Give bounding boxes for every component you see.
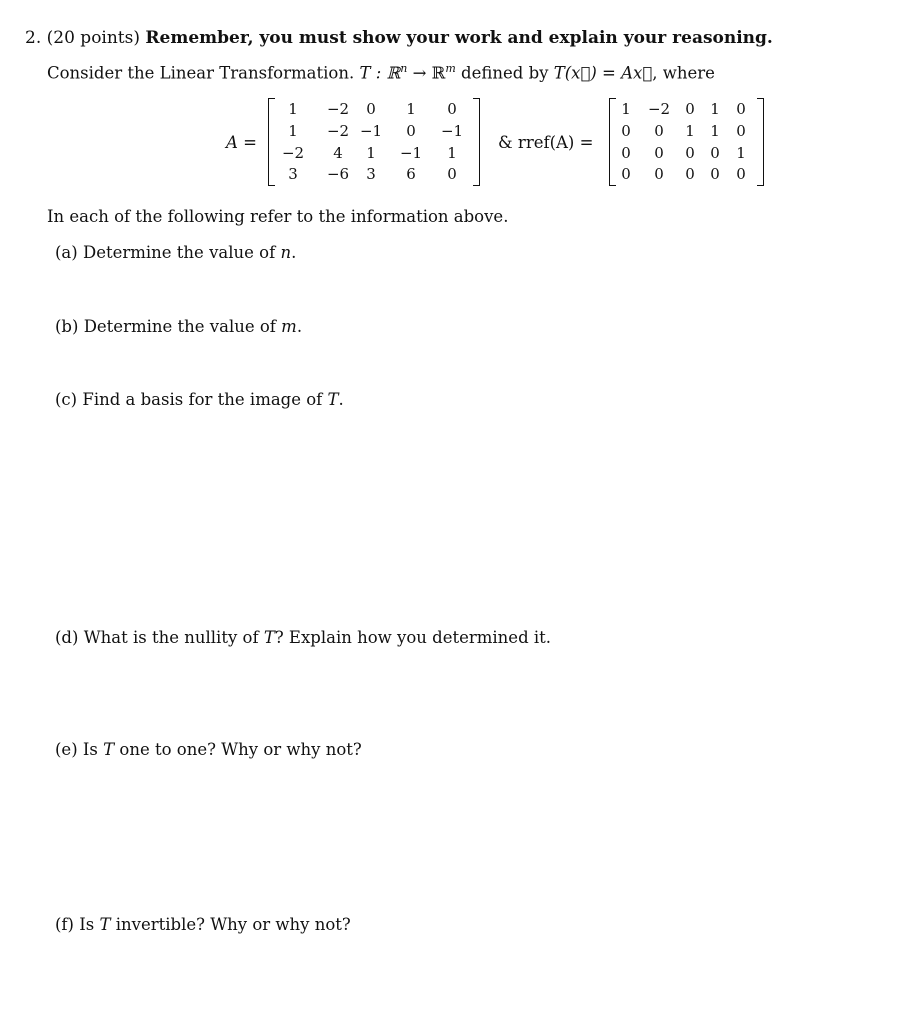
question-text-end: . (296, 317, 303, 336)
matrix-a-cell-r4-c3: 3 (366, 165, 376, 183)
matrix-a-cell-r2-c4: 0 (406, 122, 416, 140)
matrix-a-cell-r4-c1: 3 (288, 165, 298, 183)
matrix-a-label: A = (226, 133, 257, 152)
intro-map: T : ℝ (359, 63, 401, 83)
question-var: T (327, 390, 339, 409)
matrix-a-cell-r2-c3: −1 (359, 122, 383, 140)
matrix-a-cell-r2-c1: 1 (288, 122, 298, 140)
question-label: (f) (55, 915, 74, 934)
matrix-rref-cell-r1-c2: −2 (647, 100, 671, 118)
problem-number: 2. (25, 28, 42, 48)
matrix-rref-cell-r4-c2: 0 (654, 165, 664, 183)
matrix-rref-cell-r4-c4: 0 (710, 165, 720, 183)
matrix-a-cell-r1-c2: −2 (326, 100, 350, 118)
matrix-rref-cell-r2-c1: 0 (621, 122, 631, 140)
question-b (55, 317, 302, 336)
matrix-rref-cell-r2-c2: 0 (654, 122, 664, 140)
question-text: Is (82, 740, 104, 759)
matrix-rref-cell-r4-c5: 0 (736, 165, 746, 183)
rref-label: & rref(A) = (498, 133, 594, 152)
matrix-rref-cell-r2-c4: 1 (710, 122, 720, 140)
question-e (55, 740, 362, 759)
matrix-a-cell-r3-c1: −2 (281, 144, 305, 162)
matrix-a-cell-r1-c5: 0 (447, 100, 457, 118)
matrix-a-cell-r2-c2: −2 (326, 122, 350, 140)
matrix-a-cell-r4-c4: 6 (406, 165, 416, 183)
question-text-end: invertible? Why or why not? (110, 915, 351, 934)
problem-header (25, 28, 773, 48)
question-label: (a) (55, 243, 78, 262)
matrix-rref-cell-r1-c4: 1 (710, 100, 720, 118)
matrix-a-left-bracket (268, 98, 275, 186)
matrix-rref-cell-r3-c3: 0 (685, 144, 695, 162)
matrix-rref-cell-r3-c5: 1 (736, 144, 746, 162)
intro-n: n (400, 62, 408, 75)
instructions-text: In each of the following refer to the information above. (47, 207, 509, 226)
question-var: T (263, 628, 275, 647)
problem-intro (47, 62, 715, 83)
intro-formula: T(x⃗) = Ax⃗ (553, 63, 653, 83)
matrix-rref-cell-r1-c1: 1 (621, 100, 631, 118)
matrix-a-cell-r4-c2: −6 (326, 165, 350, 183)
problem-instruction: Remember, you must show your work and explain your reasoning. (145, 28, 773, 48)
question-var: m (281, 317, 297, 336)
question-var: n (280, 243, 292, 262)
intro-defined: defined by (455, 63, 554, 83)
question-a (55, 243, 296, 262)
matrix-a (268, 98, 480, 186)
matrix-a-cell-r3-c2: 4 (333, 144, 343, 162)
matrix-a-cell-r2-c5: −1 (440, 122, 464, 140)
intro-where: , where (652, 63, 715, 83)
matrix-a-cell-r1-c4: 1 (406, 100, 416, 118)
matrix-a-cell-r3-c4: −1 (399, 144, 423, 162)
question-text: Find a basis for the image of (82, 390, 328, 409)
intro-prefix: Consider the Linear Transformation. (47, 63, 355, 83)
question-c (55, 390, 344, 409)
question-label: (d) (55, 628, 79, 647)
matrix-a-cell-r1-c1: 1 (288, 100, 298, 118)
question-text-end: one to one? Why or why not? (114, 740, 362, 759)
matrix-rref-cell-r3-c4: 0 (710, 144, 720, 162)
matrix-a-right-bracket (473, 98, 480, 186)
question-label: (b) (55, 317, 79, 336)
question-text-end: ? Explain how you determined it. (274, 628, 552, 647)
question-label: (e) (55, 740, 78, 759)
matrix-rref (609, 98, 764, 186)
matrix-a-cell-r3-c5: 1 (447, 144, 457, 162)
question-text: Determine the value of (83, 317, 282, 336)
question-f (55, 915, 351, 934)
matrix-rref-cell-r1-c3: 0 (685, 100, 695, 118)
question-d (55, 628, 551, 647)
matrix-rref-cell-r4-c1: 0 (621, 165, 631, 183)
matrix-a-cell-r3-c3: 1 (366, 144, 376, 162)
question-text: What is the nullity of (83, 628, 264, 647)
matrix-rref-cell-r4-c3: 0 (685, 165, 695, 183)
problem-points: (20 points) (46, 28, 140, 48)
question-text: Determine the value of (82, 243, 281, 262)
question-var: T (103, 740, 115, 759)
question-var: T (99, 915, 111, 934)
intro-arrow: → ℝ (407, 63, 446, 83)
matrix-rref-cell-r3-c2: 0 (654, 144, 664, 162)
matrix-rref-cell-r1-c5: 0 (736, 100, 746, 118)
question-label: (c) (55, 390, 78, 409)
matrix-a-cell-r4-c5: 0 (447, 165, 457, 183)
matrix-rref-cell-r3-c1: 0 (621, 144, 631, 162)
intro-m: m (445, 62, 456, 75)
matrix-a-cell-r1-c3: 0 (366, 100, 376, 118)
matrix-rref-cell-r2-c5: 0 (736, 122, 746, 140)
question-text-end: . (291, 243, 297, 262)
question-text: Is (79, 915, 100, 934)
matrix-rref-right-bracket (757, 98, 764, 186)
question-text-end: . (338, 390, 344, 409)
matrix-rref-cell-r2-c3: 1 (685, 122, 695, 140)
